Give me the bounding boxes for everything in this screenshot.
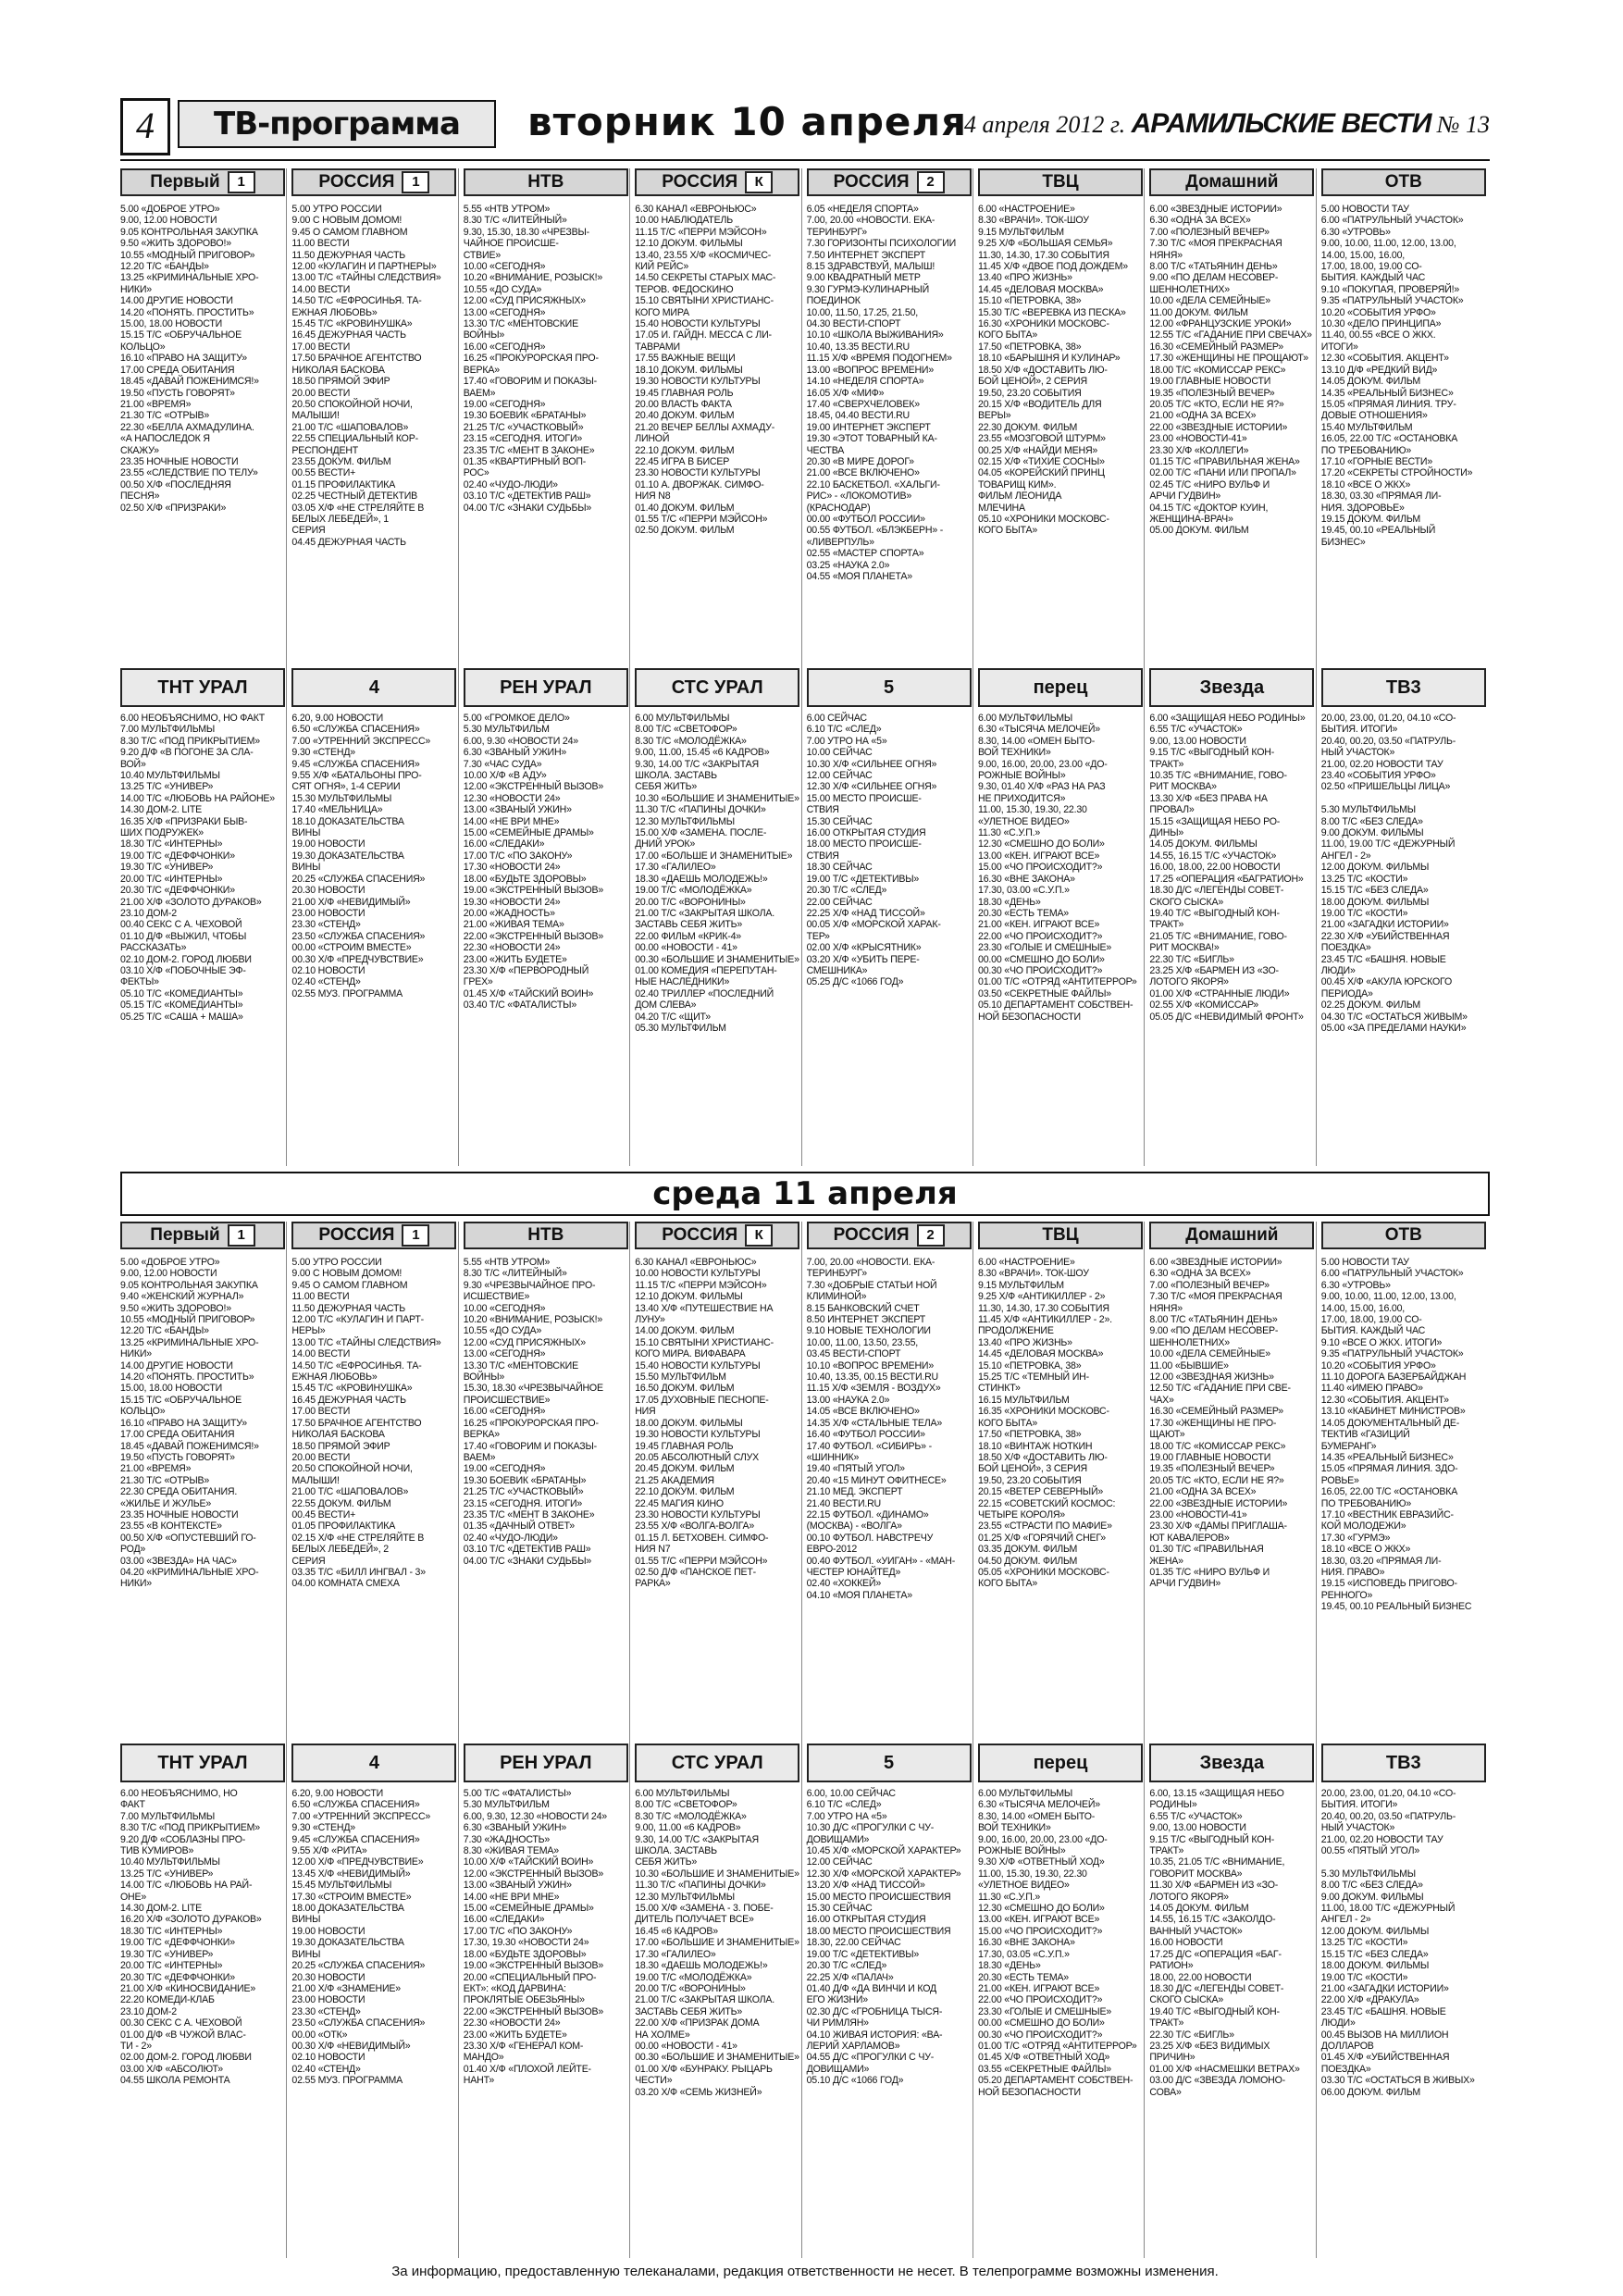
channel-name: НТВ [527,1225,564,1245]
channel-name: РОССИЯ [662,1225,738,1245]
channel-block [1149,1736,1314,2098]
channel-logo: СТС УРАЛ [635,668,799,707]
channel-logo: перец [978,1744,1143,1782]
channel-mark: К [745,1224,773,1247]
channel-logo: ТНТ УРАЛ [120,668,285,707]
day-heading: вторник 10 апреля [527,99,968,144]
channel-logo [807,168,972,196]
channel-column [291,1222,456,2258]
program-listing: 5.00 Т/С «ФАТАЛИСТЫ» 5.30 МУЛЬТФИЛЬМ 6.00, 9.30, 12.30 «НОВОСТИ 24» 6.30 «ЗВАНЫЙ УЖИН» 7.30 «ЖАДНОСТЬ» 8.30 «ЖИВАЯ ТЕМА» 10.00 Х/Ф «ТАЙСКИЙ ВОИН» 12.00 «ЭКСТРЕННЫЙ ВЫЗОВ» 13.00 «ЗВАНЫЙ УЖИН» 14.00 «НЕ ВРИ МНЕ» 15.00 «СЕМЕЙНЫЕ ДРАМЫ» 16.00 «СЛЕДАКИ» 17.00 Т/С «ПО ЗАКОНУ» 17.30, 19.30 «НОВОСТИ 24» 18.00 «БУДЬТЕ ЗДОРОВЫ» 19.00 «ЭКСТРЕННЫЙ ВЫЗОВ» 20.00 «СПЕЦИАЛЬНЫЙ ПРО- ЕКТ»: «КОД ДАРВИНА: ПРОКЛЯТЫЕ ОБЕЗЬЯНЫ» 22.00 «ЭКСТРЕННЫЙ ВЫЗОВ» 22.30 «НОВОСТИ 24» 23.00 «ЖИТЬ БУДЕТЕ» 23.30 Х/Ф «ГЕНЕРАЛ КОМ- МАНДО» 01.40 Х/Ф «ПЛОХОЙ ЛЕЙТЕ- НАНТ» [463,1788,607,2087]
channel-name: Первый [150,1225,220,1245]
channel-logo [978,168,1143,196]
channel-column [635,168,799,1166]
channel-logo [635,168,799,196]
channel-logo: РЕН УРАЛ [464,1744,628,1782]
day1-grid [120,168,1490,1166]
channel-column [1321,1222,1486,2258]
channel-logo: Звезда [1149,668,1314,707]
channel-block [464,1736,628,2087]
channel-name: ОТВ [1384,172,1422,192]
channel-column [1321,168,1486,1166]
program-listing: 6.30 КАНАЛ «ЕВРОНЬЮС» 10.00 НАБЛЮДАТЕЛЬ 11.15 Т/С «ПЕРРИ МЭЙСОН» 12.10 ДОКУМ. ФИЛЬМЫ 13.40, 23.55 Х/Ф «КОСМИЧЕС- КИЙ РЕЙС» 14.50 СЕКРЕТЫ СТАРЫХ МАС- ТЕРОВ. ФЕДОСКИНО 15.10 СВЯТЫНИ ХРИСТИАНС- КОГО МИРА 15.40 НОВОСТИ КУЛЬТУРЫ 17.05 И. ГАЙДН. МЕССА С ЛИ- ТАВРАМИ 17.55 ВАЖНЫЕ ВЕЩИ 18.10 ДОКУМ. ФИЛЬМЫ 19.30 НОВОСТИ КУЛЬТУРЫ 19.45 ГЛАВНАЯ РОЛЬ 20.00 ВЛАСТЬ ФАКТА 20.40 ДОКУМ. ФИЛЬМ 21.20 ВЕЧЕР БЕЛЛЫ АХМАДУ- ЛИНОЙ 22.10 ДОКУМ. ФИЛЬМ 22.45 ИГРА В БИСЕР 23.30 НОВОСТИ КУЛЬТУРЫ 01.10 А. ДВОРЖАК. СИМФО- НИЯ N8 01.40 ДОКУМ. ФИЛЬМ 01.55 Т/С «ПЕРРИ МЭЙСОН» 02.50 ДОКУМ. ФИЛЬМ [635,204,776,537]
program-listing: 6.20, 9.00 НОВОСТИ 6.50 «СЛУЖБА СПАСЕНИЯ» 7.00 «УТРЕННИЙ ЭКСПРЕСС» 9.30 «СТЕНД» 9.45 «СЛУЖБА СПАСЕНИЯ» 9.55 Х/Ф «РИТА» 12.00 Х/Ф «ПРЕДЧУВСТВИЕ» 13.45 Х/Ф «НЕВИДИМЫЙ» 15.45 МУЛЬТФИЛЬМЫ 17.30 «СТРОИМ ВМЕСТЕ» 18.00 ДОКАЗАТЕЛЬСТВА ВИНЫ 19.00 НОВОСТИ 19.30 ДОКАЗАТЕЛЬСТВА ВИНЫ 20.25 «СЛУЖБА СПАСЕНИЯ» 20.30 НОВОСТИ 21.00 Х/Ф «ЗНАМЕНИЕ» 23.00 НОВОСТИ 23.30 «СТЕНД» 23.50 «СЛУЖБА СПАСЕНИЯ» 00.00 «ОТК» 00.30 Х/Ф «НЕВИДИМЫЙ» 02.10 НОВОСТИ 02.40 «СТЕНД» 02.55 МУЗ. ПРОГРАММА [291,1788,431,2087]
program-listing: 6.00, 10.00 СЕЙЧАС 6.10 Т/С «СЛЕД» 7.00 УТРО НА «5» 10.30 Д/С «ПРОГУЛКИ С ЧУ- ДОВИЩАМИ» 10.45 Х/Ф «МОРСКОЙ ХАРАКТЕР» 12.00 СЕЙЧАС 12.30 Х/Ф «МОРСКОЙ ХАРАКТЕР» 13.20 Х/Ф «НАД ТИССОЙ» 15.00 МЕСТО ПРОИСШЕСТВИЯ 15.30 СЕЙЧАС 16.00 ОТКРЫТАЯ СТУДИЯ 18.00 МЕСТО ПРОИСШЕСТВИЯ 18.30, 22.00 СЕЙЧАС 19.00 Т/С «ДЕТЕКТИВЫ» 20.30 Т/С «СЛЕД» 22.25 Х/Ф «ПАЛАЧ» 01.40 Д/Ф «ДА ВИНЧИ И КОД ЕГО ЖИЗНИ» 02.30 Д/С «ГРОБНИЦА ТЫСЯ- ЧИ РИМЛЯН» 04.10 ЖИВАЯ ИСТОРИЯ: «ВА- ЛЕРИЙ ХАРЛАМОВ» 04.55 Д/С «ПРОГУЛКИ С ЧУ- ДОВИЩАМИ» 05.10 Д/С «1066 ГОД» [806,1788,961,2087]
channel-logo: 4 [291,1744,456,1782]
channel-block [120,661,285,1023]
channel-name: РОССИЯ [318,172,395,192]
program-listing: 5.00 «ГРОМКОЕ ДЕЛО» 5.30 МУЛЬТФИЛЬМ 6.00, 9.30 «НОВОСТИ 24» 6.30 «ЗВАНЫЙ УЖИН» 7.30 «ЧАС СУДА» 10.00 Х/Ф «В АДУ» 12.00 «ЭКСТРЕННЫЙ ВЫЗОВ» 12.30 «НОВОСТИ 24» 13.00 «ЗВАНЫЙ УЖИН» 14.00 «НЕ ВРИ МНЕ» 15.00 «СЕМЕЙНЫЕ ДРАМЫ» 16.00 «СЛЕДАКИ» 17.00 Т/С «ПО ЗАКОНУ» 17.30 «НОВОСТИ 24» 18.00 «БУДЬТЕ ЗДОРОВЫ» 19.00 «ЭКСТРЕННЫЙ ВЫЗОВ» 19.30 «НОВОСТИ 24» 20.00 «ЖАДНОСТЬ» 21.00 «ЖИВАЯ ТЕМА» 22.00 «ЭКСТРЕННЫЙ ВЫЗОВ» 22.30 «НОВОСТИ 24» 23.00 «ЖИТЬ БУДЕТЕ» 23.30 Х/Ф «ПЕРВОРОДНЫЙ ГРЕХ» 01.45 Х/Ф «ТАЙСКИЙ ВОИН» 03.40 Т/С «ФАТАЛИСТЫ» [463,713,604,1011]
channel-logo [291,168,456,196]
program-listing: 6.00 «ЗАЩИЩАЯ НЕБО РОДИНЫ» 6.55 Т/С «УЧАСТОК» 9.00, 13.00 НОВОСТИ 9.15 Т/С «ВЫГОДНЫЙ КОН- ТРАКТ» 10.35 Т/С «ВНИМАНИЕ, ГОВО- РИТ МОСКВА» 13.30 Х/Ф «БЕЗ ПРАВА НА ПРОВАЛ» 15.15 «ЗАЩИЩАЯ НЕБО РО- ДИНЫ» 14.05 ДОКУМ. ФИЛЬМЫ 14.55, 16.15 Т/С «УЧАСТОК» 16.00, 18.00, 22.00 НОВОСТИ 17.25 «ОПЕРАЦИЯ «БАГРАТИОН» 18.30 Д/С «ЛЕГЕНДЫ СОВЕТ- СКОГО СЫСКА» 19.40 Т/С «ВЫГОДНЫЙ КОН- ТРАКТ» 21.05 Т/С «ВНИМАНИЕ, ГОВО- РИТ МОСКВА!» 22.30 Т/С «БИГЛЬ» 23.25 Х/Ф «БАРМЕН ИЗ «ЗО- ЛОТОГО ЯКОРЯ» 01.00 Х/Ф «СТРАННЫЕ ЛЮДИ» 02.55 Х/Ф «КОМИССАР» 05.05 Д/С «НЕВИДИМЫЙ ФРОНТ» [1149,713,1306,1023]
program-listing: 20.00, 23.00, 01.20, 04.10 «СО- БЫТИЯ. ИТОГИ» 20.40, 00.20, 03.50 «ПАТРУЛЬ- НЫЙ УЧАСТОК» 21.00, 02.20 НОВОСТИ ТАУ 00.55 «ПЯТЫЙ УГОЛ» 5.30 МУЛЬТФИЛЬМЫ 8.00 Т/С «БЕЗ СЛЕДА» 9.00 ДОКУМ. ФИЛЬМЫ 11.00, 18.00 Т/С «ДЕЖУРНЫЙ АНГЕЛ - 2» 12.00 ДОКУМ. ФИЛЬМЫ 13.25 Т/С «КОСТИ» 15.15 Т/С «БЕЗ СЛЕДА» 18.00 ДОКУМ. ФИЛЬМЫ 19.00 Т/С «КОСТИ» 21.00 «ЗАГАДКИ ИСТОРИИ» 22.00 Х/Ф «ДРАКУЛА» 23.45 Т/С «БАШНЯ. НОВЫЕ ЛЮДИ» 00.45 ВЫЗОВ НА МИЛЛИОН ДОЛЛАРОВ 01.45 Х/Ф «УБИЙСТВЕННАЯ ПОЕЗДКА» 03.30 Т/С «ОСТАТЬСЯ В ЖИВЫХ» 06.00 ДОКУМ. ФИЛЬМ [1320,1788,1475,2098]
channel-block [1321,1736,1486,2098]
channel-block [120,1736,285,2087]
channel-mark: 1 [228,1224,255,1247]
channel-logo [978,1222,1143,1249]
channel-mark: 1 [402,171,429,193]
program-listing: 6.00 «НАСТРОЕНИЕ» 8.30 «ВРАЧИ». ТОК-ШОУ 9.15 МУЛЬТФИЛЬМ 9.25 Х/Ф «АНТИКИЛЛЕР - 2» 11.30, 14.30, 17.30 СОБЫТИЯ 11.45 Х/Ф «АНТИКИЛЛЕР - 2». ПРОДОЛЖЕНИЕ 13.40 «ПРО ЖИЗНЬ» 14.45 «ДЕЛОВАЯ МОСКВА» 15.10 «ПЕТРОВКА, 38» 15.25 Т/С «ТЕМНЫЙ ИН- СТИНКТ» 16.15 МУЛЬТФИЛЬМ 16.35 «ХРОНИКИ МОСКОВС- КОГО БЫТА» 17.50 «ПЕТРОВКА, 38» 18.10 «ВИНТАЖ НОТКИН 18.50 Х/Ф «ДОСТАВИТЬ ЛЮ- БОЙ ЦЕНОЙ», 3 СЕРИЯ 19.50, 23.20 СОБЫТИЯ 20.15 «ВЕТЕР СЕВЕРНЫЙ» 22.15 «СОВЕТСКИЙ КОСМОС: ЧЕТЫРЕ КОРОЛЯ» 23.55 «СТРАСТИ ПО МАФИЕ» 01.25 Х/Ф «ГОРЯЧИЙ СНЕГ» 03.35 ДОКУМ. ФИЛЬМ 04.50 ДОКУМ. ФИЛЬМ 05.05 «ХРОНИКИ МОСКОВС- КОГО БЫТА» [978,1257,1116,1590]
channel-name: ТВЦ [1042,1225,1079,1245]
channel-block [978,1736,1143,2098]
channel-mark: 2 [917,171,945,193]
channel-mark: К [745,171,773,193]
channel-block [464,661,628,1011]
program-listing: 6.05 «НЕДЕЛЯ СПОРТА» 7.00, 20.00 «НОВОСТИ. ЕКА- ТЕРИНБУРГ» 7.30 ГОРИЗОНТЫ ПСИХОЛОГИИ 7.50 ИНТЕРНЕТ ЭКСПЕРТ 8.15 ЗДРАВСТВУЙ, МАЛЫШ! 9.00 КВАДРАТНЫЙ МЕТР 9.30 ГУРМЭ-КУЛИНАРНЫЙ ПОЕДИНОК 10.00, 11.50, 17.25, 21.50, 04.30 ВЕСТИ-СПОРТ 10.10 «ШКОЛА ВЫЖИВАНИЯ» 10.40, 13.35 ВЕСТИ.RU 11.15 Х/Ф «ВРЕМЯ ПОДОГНЕМ» 13.00 «ВОПРОС ВРЕМЕНИ» 14.10 «НЕДЕЛЯ СПОРТА» 16.05 Х/Ф «МИФ» 17.40 «СВЕРХЧЕЛОВЕК» 18.45, 04.40 ВЕСТИ.RU 19.00 ИНТЕРНЕТ ЭКСПЕРТ 19.30 «ЭТОТ ТОВАРНЫЙ КА- ЧЕСТВА 20.30 «В МИРЕ ДОРОГ» 21.00 «ВСЕ ВКЛЮЧЕНО» 22.10 БАСКЕТБОЛ. «ХАЛЬГИ- РИС» - «ЛОКОМОТИВ» (КРАСНОДАР) 00.00 «ФУТБОЛ РОССИИ» 00.55 ФУТБОЛ. «БЛЭКБЕРН» - «ЛИВЕРПУЛЬ» 02.55 «МАСТЕР СПОРТА» 03.25 «НАУКА 2.0» 04.55 «МОЯ ПЛАНЕТА» [806,204,957,582]
channel-block [978,661,1143,1023]
program-listing: 6.00 «ЗВЕЗДНЫЕ ИСТОРИИ» 6.30 «ОДНА ЗА ВСЕХ» 7.00 «ПОЛЕЗНЫЙ ВЕЧЕР» 7.30 Т/С «МОЯ ПРЕКРАСНАЯ НЯНЯ» 8.00 Т/С «ТАТЬЯНИН ДЕНЬ» 9.00 «ПО ДЕЛАМ НЕСОВЕР- ШЕННОЛЕТНИХ» 10.00 «ДЕЛА СЕМЕЙНЫЕ» 11.00 ДОКУМ. ФИЛЬМ 12.00 «ФРАНЦУЗСКИЕ УРОКИ» 12.55 Т/С «ГАДАНИЕ ПРИ СВЕЧАХ» 16.30 «СЕМЕЙНЫЙ РАЗМЕР» 17.30 «ЖЕНЩИНЫ НЕ ПРОЩАЮТ» 18.00 Т/С «КОМИССАР РЕКС» 19.00 ГЛАВНЫЕ НОВОСТИ 19.35 «ПОЛЕЗНЫЙ ВЕЧЕР» 20.05 Т/С «КТО, ЕСЛИ НЕ Я?» 21.00 «ОДНА ЗА ВСЕХ» 22.00 «ЗВЕЗДНЫЕ ИСТОРИИ» 23.00 «НОВОСТИ-41» 23.30 Х/Ф «КОЛЛЕГИ» 01.15 Т/С «ПРАВИЛЬНАЯ ЖЕНА» 02.00 Т/С «ПАНИ ИЛИ ПРОПАЛ» 02.45 Т/С «НИРО ВУЛЬФ И АРЧИ ГУДВИН» 04.15 Т/С «ДОКТОР КУИН, ЖЕНЩИНА-ВРАЧ» 05.00 ДОКУМ. ФИЛЬМ [1149,204,1312,537]
program-listing: 6.00, 13.15 «ЗАЩИЩАЯ НЕБО РОДИНЫ» 6.55 Т/С «УЧАСТОК» 9.00, 13.00 НОВОСТИ 9.15 Т/С «ВЫГОДНЫЙ КОН- ТРАКТ» 10.35, 21.05 Т/С «ВНИМАНИЕ, ГОВОРИТ МОСКВА» 11.30 Х/Ф «БАРМЕН ИЗ «ЗО- ЛОТОГО ЯКОРЯ» 14.05 ДОКУМ. ФИЛЬМ 14.55, 16.15 Т/С «ЗАКОЛДО- ВАННЫЙ УЧАСТОК» 16.00 НОВОСТИ 17.25 Д/С «ОПЕРАЦИЯ «БАГ- РАТИОН» 18.00, 22.00 НОВОСТИ 18.30 Д/С «ЛЕГЕНДЫ СОВЕТ- СКОГО СЫСКА» 19.40 Т/С «ВЫГОДНЫЙ КОН- ТРАКТ» 22.30 Т/С «БИГЛЬ» 23.25 Х/Ф «БЕЗ ВИДИМЫХ ПРИЧИН» 01.00 Х/Ф «НАСМЕШКИ ВЕТРАХ» 03.00 Д/С «ЗВЕЗДА ЛОМОНО- СОВА» [1149,1788,1300,2098]
issue-info [964,104,1490,145]
channel-name: ТВЦ [1042,172,1079,192]
program-listing: 20.00, 23.00, 01.20, 04.10 «СО- БЫТИЯ. ИТОГИ» 20.40, 00.20, 03.50 «ПАТРУЛЬ- НЫЙ УЧАСТОК» 21.00, 02.20 НОВОСТИ ТАУ 23.40 «СОБЫТИЯ УРФО» 02.50 «ПРИШЕЛЬЦЫ ЛИЦА» 5.30 МУЛЬТФИЛЬМЫ 8.00 Т/С «БЕЗ СЛЕДА» 9.00 ДОКУМ. ФИЛЬМЫ 11.00, 19.00 Т/С «ДЕЖУРНЫЙ АНГЕЛ - 2» 12.00 ДОКУМ. ФИЛЬМЫ 13.25 Т/С «КОСТИ» 15.15 Т/С «БЕЗ СЛЕДА» 18.00 ДОКУМ. ФИЛЬМЫ 19.00 Т/С «КОСТИ» 21.00 «ЗАГАДКИ ИСТОРИИ» 22.30 Х/Ф «УБИЙСТВЕННАЯ ПОЕЗДКА» 23.45 Т/С «БАШНЯ. НОВЫЕ ЛЮДИ» 00.45 Х/Ф «АКУЛА ЮРСКОГО ПЕРИОДА» 02.25 ДОКУМ. ФИЛЬМ 04.30 Т/С «ОСТАТЬСЯ ЖИВЫМ» 05.00 «ЗА ПРЕДЕЛАМИ НАУКИ» [1320,713,1468,1034]
channel-block [1149,661,1314,1023]
issue-number: № 13 [1436,111,1490,138]
channel-logo: ТНТ УРАЛ [120,1744,285,1782]
channel-name: РОССИЯ [662,172,738,192]
channel-mark: 1 [402,1224,429,1247]
program-listing: 5.55 «НТВ УТРОМ» 8.30 Т/С «ЛИТЕЙНЫЙ» 9.30, 15.30, 18.30 «ЧРЕЗВЫ- ЧАЙНОЕ ПРОИСШЕ- СТВИЕ» 10.00 «СЕГОДНЯ» 10.20 «ВНИМАНИЕ, РОЗЫСК!» 10.55 «ДО СУДА» 12.00 «СУД ПРИСЯЖНЫХ» 13.00 «СЕГОДНЯ» 13.30 Т/С «МЕНТОВСКИЕ ВОЙНЫ» 16.00 «СЕГОДНЯ» 16.25 «ПРОКУРОРСКАЯ ПРО- ВЕРКА» 17.40 «ГОВОРИМ И ПОКАЗЫ- ВАЕМ» 19.00 «СЕГОДНЯ» 19.30 БОЕВИК «БРАТАНЫ» 21.25 Т/С «УЧАСТКОВЫЙ» 23.15 «СЕГОДНЯ. ИТОГИ» 23.35 Т/С «МЕНТ В ЗАКОНЕ» 01.35 «КВАРТИРНЫЙ ВОП- РОС» 02.40 «ЧУДО-ЛЮДИ» 03.10 Т/С «ДЕТЕКТИВ РАШ» 04.00 Т/С «ЗНАКИ СУДЬБЫ» [463,204,603,514]
channel-column [1149,168,1314,1166]
channel-name: Домашний [1185,172,1279,192]
channel-logo [635,1222,799,1249]
channel-block [635,661,799,1034]
channel-block [1321,661,1486,1034]
channel-block [291,661,456,999]
issue-date: 4 апреля 2012 г. [964,111,1126,138]
channel-mark: 2 [917,1224,945,1247]
channel-logo [464,168,628,196]
program-listing: 6.00 МУЛЬТФИЛЬМЫ 6.30 «ТЫСЯЧА МЕЛОЧЕЙ» 8.30, 14.00 «ОМЕН БЫТО- ВОЙ ТЕХНИКИ» 9.00, 16.00, 20.00, 23.00 «ДО- РОЖНЫЕ ВОЙНЫ» 9.30, 01.40 Х/Ф «РАЗ НА РАЗ НЕ ПРИХОДИТСЯ» 11.00, 15.30, 19.30, 22.30 «УЛЕТНОЕ ВИДЕО» 11.30 «С.У.П.» 12.30 «СМЕШНО ДО БОЛИ» 13.00 «КЕН. ИГРАЮТ ВСЕ» 15.00 «ЧО ПРОИСХОДИТ?» 16.30 «ВНЕ ЗАКОНА» 17.30, 03.00 «С.У.П.» 18.30 «ДЕНЬ» 20.30 «ЕСТЬ ТЕМА» 21.00 «КЕН. ИГРАЮТ ВСЕ» 22.00 «ЧО ПРОИСХОДИТ?» 23.30 «ГОЛЫЕ И СМЕШНЫЕ» 00.00 «СМЕШНО ДО БОЛИ» 00.30 «ЧО ПРОИСХОДИТ?» 01.00 Т/С «ОТРЯД «АНТИТЕРРОР» 03.50 «СЕКРЕТНЫЕ ФАЙЛЫ» 05.10 ДЕПАРТАМЕНТ СОБСТВЕН- НОЙ БЕЗОПАСНОСТИ [978,713,1137,1023]
channel-block [807,661,972,988]
channel-column [978,1222,1143,2258]
program-listing: 6.00 НЕОБЪЯСНИМО, НО ФАКТ 7.00 МУЛЬТФИЛЬМЫ 8.30 Т/С «ПОД ПРИКРЫТИЕМ» 9.20 Д/Ф «СОБЛАЗНЫ ПРО- ТИВ КУМИРОВ» 10.40 МУЛЬТФИЛЬМЫ 13.25 Т/С «УНИВЕР» 14.00 Т/С «ЛЮБОВЬ НА РАЙ- ОНЕ» 14.30 ДОМ-2. LITE 16.20 Х/Ф «ЗОЛОТО ДУРАКОВ» 18.30 Т/С «ИНТЕРНЫ» 19.00 Т/С «ДЕФФЧОНКИ» 19.30 Т/С «УНИВЕР» 20.00 Т/С «ИНТЕРНЫ» 20.30 Т/С «ДЕФФЧОНКИ» 21.00 Х/Ф «КИНОСВИДАНИЕ» 22.20 КОМЕДИ-КЛАБ 23.10 ДОМ-2 00.30 СЕКС С А. ЧЕХОВОЙ 01.00 Д/Ф «В ЧУЖОЙ ВЛАС- ТИ - 2» 02.00 ДОМ-2. ГОРОД ЛЮБВИ 03.00 Х/Ф «АБСОЛЮТ» 04.55 ШКОЛА РЕМОНТА [120,1788,262,2087]
program-listing: 6.00 «ЗВЕЗДНЫЕ ИСТОРИИ» 6.30 «ОДНА ЗА ВСЕХ» 7.00 «ПОЛЕЗНЫЙ ВЕЧЕР» 7.30 Т/С «МОЯ ПРЕКРАСНАЯ НЯНЯ» 8.00 Т/С «ТАТЬЯНИН ДЕНЬ» 9.00 «ПО ДЕЛАМ НЕСОВЕР- ШЕННОЛЕТНИХ» 10.00 «ДЕЛА СЕМЕЙНЫЕ» 11.00 «БЫВШИЕ» 12.00 «ЗВЕЗДНАЯ ЖИЗНЬ» 12.50 Т/С «ГАДАНИЕ ПРИ СВЕ- ЧАХ» 16.30 «СЕМЕЙНЫЙ РАЗМЕР» 17.30 «ЖЕНЩИНЫ НЕ ПРО- ЩАЮТ» 18.00 Т/С «КОМИССАР РЕКС» 19.00 ГЛАВНЫЕ НОВОСТИ 19.35 «ПОЛЕЗНЫЙ ВЕЧЕР» 20.05 Т/С «КТО, ЕСЛИ НЕ Я?» 21.00 «ОДНА ЗА ВСЕХ» 22.00 «ЗВЕЗДНЫЕ ИСТОРИИ» 23.00 «НОВОСТИ-41» 23.30 Х/Ф «ДАМЫ ПРИГЛАША- ЮТ КАВАЛЕРОВ» 01.30 Т/С «ПРАВИЛЬНАЯ ЖЕНА» 01.35 Т/С «НИРО ВУЛЬФ И АРЧИ ГУДВИН» [1149,1257,1291,1590]
channel-mark: 1 [228,171,255,193]
day2-grid [120,1222,1490,2258]
program-listing: 6.00 «НАСТРОЕНИЕ» 8.30 «ВРАЧИ». ТОК-ШОУ 9.15 МУЛЬТФИЛЬМ 9.25 Х/Ф «БОЛЬШАЯ СЕМЬЯ» 11.30, 14.30, 17.30 СОБЫТИЯ 11.45 Х/Ф «ДВОЕ ПОД ДОЖДЕМ» 13.40 «ПРО ЖИЗНЬ» 14.45 «ДЕЛОВАЯ МОСКВА» 15.10 «ПЕТРОВКА, 38» 15.30 Т/С «ВЕРЕВКА ИЗ ПЕСКА» 16.30 «ХРОНИКИ МОСКОВС- КОГО БЫТА» 17.50 «ПЕТРОВКА, 38» 18.10 «БАРЫШНЯ И КУЛИНАР» 18.50 Х/Ф «ДОСТАВИТЬ ЛЮ- БОЙ ЦЕНОЙ», 2 СЕРИЯ 19.50, 23.20 СОБЫТИЯ 20.15 Х/Ф «ВОДИТЕЛЬ ДЛЯ ВЕРЫ» 22.30 ДОКУМ. ФИЛЬМ 23.55 «МОЗГОВОЙ ШТУРМ» 00.25 Х/Ф «НАЙДИ МЕНЯ» 02.15 Х/Ф «ТИХИЕ СОСНЫ» 04.05 «КОРЕЙСКИЙ ПРИНЦ ТОВАРИЩ КИМ». ФИЛЬМ ЛЕОНИДА МЛЕЧИНА 05.10 «ХРОНИКИ МОСКОВС- КОГО БЫТА» [978,204,1128,537]
channel-name: РОССИЯ [833,1225,910,1245]
channel-logo: ТВ3 [1321,1744,1486,1782]
program-listing: 6.00 СЕЙЧАС 6.10 Т/С «СЛЕД» 7.00 УТРО НА «5» 10.00 СЕЙЧАС 10.30 Х/Ф «СИЛЬНЕЕ ОГНЯ» 12.00 СЕЙЧАС 12.30 Х/Ф «СИЛЬНЕЕ ОГНЯ» 15.00 МЕСТО ПРОИСШЕ- СТВИЯ 15.30 СЕЙЧАС 16.00 ОТКРЫТАЯ СТУДИЯ 18.00 МЕСТО ПРОИСШЕ- СТВИЯ 18.30 СЕЙЧАС 19.00 Т/С «ДЕТЕКТИВЫ» 20.30 Т/С «СЛЕД» 22.00 СЕЙЧАС 22.25 Х/Ф «НАД ТИССОЙ» 00.05 Х/Ф «МОРСКОЙ ХАРАК- ТЕР» 02.00 Х/Ф «КРЫСЯТНИК» 03.20 Х/Ф «УБИТЬ ПЕРЕ- СМЕШНИКА» 05.25 Д/С «1066 ГОД» [806,713,941,988]
channel-logo [1149,168,1314,196]
program-listing: 7.00, 20.00 «НОВОСТИ. ЕКА- ТЕРИНБУРГ» 7.30 «ДОБРЫЕ СТАТЬИ НОЙ КЛИМИНОЙ» 8.15 БАНКОВСКИЙ СЧЕТ 8.50 ИНТЕРНЕТ ЭКСПЕРТ 9.10 НОВЫЕ ТЕХНОЛОГИИ 10.00, 11.00, 13.50, 23.55, 03.45 ВЕСТИ-СПОРТ 10.10 «ВОПРОС ВРЕМЕНИ» 10.40, 13.35, 00.15 ВЕСТИ.RU 11.15 Х/Ф «ЗЕМЛЯ - ВОЗДУХ» 13.00 «НАУКА 2.0» 14.05 «ВСЕ ВКЛЮЧЕНО» 14.35 Х/Ф «СТАЛЬНЫЕ ТЕЛА» 16.40 «ФУТБОЛ РОССИИ» 17.40 ФУТБОЛ. «СИБИРЬ» - «ШИННИК» 19.40 «ПЯТЫЙ УГОЛ» 20.40 «15 МИНУТ ОФИТНЕСЕ» 21.10 МЕД. ЭКСПЕРТ 21.40 ВЕСТИ.RU 22.15 ФУТБОЛ. «ДИНАМО» (МОСКВА) - «ВОЛГА» 00.10 ФУТБОЛ. НАВСТРЕЧУ ЕВРО-2012 00.40 ФУТБОЛ. «УИГАН» - «МАН- ЧЕСТЕР ЮНАЙТЕД» 02.40 «ХОККЕЙ» 04.10 «МОЯ ПЛАНЕТА» [806,1257,956,1601]
program-listing: 6.30 КАНАЛ «ЕВРОНЬЮС» 10.00 НОВОСТИ КУЛЬТУРЫ 11.15 Т/С «ПЕРРИ МЭЙСОН» 12.10 ДОКУМ. ФИЛЬМЫ 13.40 Х/Ф «ПУТЕШЕСТВИЕ НА ЛУНУ» 14.00 ДОКУМ. ФИЛЬМ 15.10 СВЯТЫНИ ХРИСТИАНС- КОГО МИРА. ВИФАВАРА 15.40 НОВОСТИ КУЛЬТУРЫ 15.50 МУЛЬТФИЛЬМ 16.50 ДОКУМ. ФИЛЬМ 17.05 ДУХОВНЫЕ ПЕСНОПЕ- НИЯ 18.00 ДОКУМ. ФИЛЬМЫ 19.30 НОВОСТИ КУЛЬТУРЫ 19.45 ГЛАВНАЯ РОЛЬ 20.05 АБСОЛЮТНЫЙ СЛУХ 20.45 ДОКУМ. ФИЛЬМ 21.25 АКАДЕМИЯ 22.10 ДОКУМ. ФИЛЬМ 22.45 МАГИЯ КИНО 23.30 НОВОСТИ КУЛЬТУРЫ 23.55 Х/Ф «ВОЛГА-ВОЛГА» 01.15 Л. БЕТХОВЕН. СИМФО- НИЯ N7 01.55 Т/С «ПЕРРИ МЭЙСОН» 02.50 Д/Ф «ПАНСКОЕ ПЕТ- РАРКА» [635,1257,774,1590]
program-listing: 5.00 УТРО РОССИИ 9.00 С НОВЫМ ДОМОМ! 9.45 О САМОМ ГЛАВНОМ 11.00 ВЕСТИ 11.50 ДЕЖУРНАЯ ЧАСТЬ 12.00 «КУЛАГИН И ПАРТНЕРЫ» 13.00 Т/С «ТАЙНЫ СЛЕДСТВИЯ» 14.00 ВЕСТИ 14.50 Т/С «ЕФРОСИНЬЯ. ТА- ЕЖНАЯ ЛЮБОВЬ» 15.45 Т/С «КРОВИНУШКА» 16.45 ДЕЖУРНАЯ ЧАСТЬ 17.00 ВЕСТИ 17.50 БРАЧНОЕ АГЕНТСТВО НИКОЛАЯ БАСКОВА 18.50 ПРЯМОЙ ЭФИР 20.00 ВЕСТИ 20.50 СПОКОЙНОЙ НОЧИ, МАЛЫШИ! 21.00 Т/С «ШАПОВАЛОВ» 22.55 СПЕЦИАЛЬНЫЙ КОР- РЕСПОНДЕНТ 23.55 ДОКУМ. ФИЛЬМ 00.55 ВЕСТИ+ 01.15 ПРОФИЛАКТИКА 02.25 ЧЕСТНЫЙ ДЕТЕКТИВ 03.05 Х/Ф «НЕ СТРЕЛЯЙТЕ В БЕЛЫХ ЛЕБЕДЕЙ», 1 СЕРИЯ 04.45 ДЕЖУРНАЯ ЧАСТЬ [291,204,441,548]
day2-heading: среда 11 апреля [120,1172,1490,1216]
channel-logo: 4 [291,668,456,707]
channel-column [120,1222,285,2258]
channel-column [464,1222,628,2258]
newspaper-name: АРАМИЛЬСКИЕ ВЕСТИ [1131,108,1431,139]
channel-logo [120,1222,285,1249]
footer-note: За информацию, предоставленную телеканалами, редакция ответственности не несет. В телепрограмме возможны изменения. [391,2264,1219,2279]
program-listing: 5.00 «ДОБРОЕ УТРО» 9.00, 12.00 НОВОСТИ 9.05 КОНТРОЛЬНАЯ ЗАКУПКА 9.40 «ЖЕНСКИЙ ЖУРНАЛ» 9.50 «ЖИТЬ ЗДОРОВО!» 10.55 «МОДНЫЙ ПРИГОВОР» 12.20 Т/С «БАНДЫ» 13.25 «КРИМИНАЛЬНЫЕ ХРО- НИКИ» 14.00 ДРУГИЕ НОВОСТИ 14.20 «ПОНЯТЬ. ПРОСТИТЬ» 15.00, 18.00 НОВОСТИ 15.15 Т/С «ОБРУЧАЛЬНОЕ КОЛЬЦО» 16.10 «ПРАВО НА ЗАЩИТУ» 17.00 СРЕДА ОБИТАНИЯ 18.45 «ДАВАЙ ПОЖЕНИМСЯ!» 19.50 «ПУСТЬ ГОВОРЯТ» 21.00 «ВРЕМЯ» 21.30 Т/С «ОТРЫВ» 22.30 СРЕДА ОБИТАНИЯ. «ЖИЛЬЕ И ЖУЛЬЕ» 23.35 НОЧНЫЕ НОВОСТИ 23.55 «В КОНТЕКСТЕ» 00.50 Х/Ф «ОПУСТЕВШИЙ ГО- РОД» 03.00 «ЗВЕЗДА» НА ЧАС» 04.20 «КРИМИНАЛЬНЫЕ ХРО- НИКИ» [120,1257,259,1590]
channel-name: РОССИЯ [833,172,910,192]
rubric-title: ТВ-программа [178,100,496,148]
page-number: 4 [120,98,170,155]
channel-column [291,168,456,1166]
channel-logo: СТС УРАЛ [635,1744,799,1782]
channel-logo [291,1222,456,1249]
channel-logo [120,168,285,196]
channel-block [635,1736,799,2098]
channel-column [1149,1222,1314,2258]
channel-name: ОТВ [1384,1225,1422,1245]
channel-logo: перец [978,668,1143,707]
channel-logo [464,1222,628,1249]
channel-logo [807,1222,972,1249]
channel-logo: 5 [807,1744,972,1782]
channel-name: Домашний [1185,1225,1279,1245]
channel-name: РОССИЯ [318,1225,395,1245]
channel-logo: ТВ3 [1321,668,1486,707]
program-listing: 5.00 НОВОСТИ ТАУ 6.00 «ПАТРУЛЬНЫЙ УЧАСТОК» 6.30 «УТРОВЬ» 9.00, 10.00, 11.00, 12.00, 13.00, 14.00, 15.00, 16.00, 17.00, 18.00, 19.00 СО- БЫТИЯ. КАЖДЫЙ ЧАС 9.10 «ВСЕ О ЖКХ. ИТОГИ» 9.35 «ПАТРУЛЬНЫЙ УЧАСТОК» 10.20 «СОБЫТИЯ УРФО» 11.10 ДОРОГА БАЗЕРБАЙДЖАН 11.40 «ИМЕЮ ПРАВО» 12.30 «СОБЫТИЯ. АКЦЕНТ» 13.10 «КАБИНЕТ МИНИСТРОВ» 14.05 ДОКУМЕНТАЛЬНЫЙ ДЕ- ТЕКТИВ «ГАЗИЦИЙ БУМЕРАНГ» 14.35 «РЕАЛЬНЫЙ БИЗНЕС» 15.05 «ПРЯМАЯ ЛИНИЯ. ЗДО- РОВЬЕ» 16.05, 22.00 Т/С «ОСТАНОВКА ПО ТРЕБОВАНИЮ» 17.10 «ВЕСТНИК ЕВРАЗИЙС- КОЙ МОЛОДЕЖИ» 17.30 «ГУРМЭ» 18.10 «ВСЕ О ЖКХ» 18.30, 03.20 «ПРЯМАЯ ЛИ- НИЯ. ПРАВО» 19.15 «ИСПОВЕДЬ ПРИГОВО- РЕННОГО» 19.45, 00.10 РЕАЛЬНЫЙ БИЗНЕС [1320,1257,1472,1613]
channel-logo: Звезда [1149,1744,1314,1782]
program-listing: 6.00 МУЛЬТФИЛЬМЫ 8.00 Т/С «СВЕТОФОР» 8.30 Т/С «МОЛОДЁЖКА» 9.00, 11.00 «6 КАДРОВ» 9.30, 14.00 Т/С «ЗАКРЫТАЯ ШКОЛА. ЗАСТАВЬ СЕБЯ ЖИТЬ» 10.30 «БОЛЬШИЕ И ЗНАМЕНИТЫЕ» 11.30 Т/С «ПАПИНЫ ДОЧКИ» 12.30 МУЛЬТФИЛЬМЫ 15.00 Х/Ф «ЗАМЕНА - 3. ПОБЕ- ДИТЕЛЬ ПОЛУЧАЕТ ВСЕ» 16.45 «6 КАДРОВ» 17.00 «БОЛЬШИЕ И ЗНАМЕНИТЫЕ» 17.30 «ГАЛИЛЕО» 18.30 «ДАЕШЬ МОЛОДЕЖЬ!» 19.00 Т/С «МОЛОДЁЖКА» 20.00 Т/С «ВОРОНИНЫ» 21.00 Т/С «ЗАКРЫТАЯ ШКОЛА. ЗАСТАВЬ СЕБЯ ЖИТЬ» 22.00 Х/Ф «ПРИЗРАК ДОМА НА ХОЛМЕ» 00.00 «НОВОСТИ - 41» 00.30 «БОЛЬШИЕ И ЗНАМЕНИТЫЕ» 01.00 Х/Ф «БУНРАКУ. РЫЦАРЬ ЧЕСТИ» 03.20 Х/Ф «СЕМЬ ЖИЗНЕЙ» [635,1788,799,2098]
program-listing: 6.00 НЕОБЪЯСНИМО, НО ФАКТ 7.00 МУЛЬТФИЛЬМЫ 8.30 Т/С «ПОД ПРИКРЫТИЕМ» 9.20 Д/Ф «В ПОГОНЕ ЗА СЛА- ВОЙ» 10.40 МУЛЬТФИЛЬМЫ 13.25 Т/С «УНИВЕР» 14.00 Т/С «ЛЮБОВЬ НА РАЙОНЕ» 14.30 ДОМ-2. LITE 16.35 Х/Ф «ПРИЗРАКИ БЫВ- ШИХ ПОДРУЖЕК» 18.30 Т/С «ИНТЕРНЫ» 19.00 Т/С «ДЕФФЧОНКИ» 19.30 Т/С «УНИВЕР» 20.00 Т/С «ИНТЕРНЫ» 20.30 Т/С «ДЕФФЧОНКИ» 21.00 Х/Ф «ЗОЛОТО ДУРАКОВ» 23.10 ДОМ-2 00.40 СЕКС С А. ЧЕХОВОЙ 01.10 Д/Ф «ВЫЖИЛ, ЧТОБЫ РАССКАЗАТЬ» 02.10 ДОМ-2. ГОРОД ЛЮБВИ 03.10 Х/Ф «ПОБОЧНЫЕ ЭФ- ФЕКТЫ» 05.10 Т/С «КОМЕДИАНТЫ» 05.15 Т/С «КОМЕДИАНТЫ» 05.25 Т/С «САША + МАША» [120,713,275,1023]
channel-name: НТВ [527,172,564,192]
program-listing: 5.00 УТРО РОССИИ 9.00 С НОВЫМ ДОМОМ! 9.45 О САМОМ ГЛАВНОМ 11.00 ВЕСТИ 11.50 ДЕЖУРНАЯ ЧАСТЬ 12.00 Т/С «КУЛАГИН И ПАРТ- НЕРЫ» 13.00 Т/С «ТАЙНЫ СЛЕДСТВИЯ» 14.00 ВЕСТИ 14.50 Т/С «ЕФРОСИНЬЯ. ТА- ЕЖНАЯ ЛЮБОВЬ» 15.45 Т/С «КРОВИНУШКА» 16.45 ДЕЖУРНАЯ ЧАСТЬ 17.00 ВЕСТИ 17.50 БРАЧНОЕ АГЕНТСТВО НИКОЛАЯ БАСКОВА 18.50 ПРЯМОЙ ЭФИР 20.00 ВЕСТИ 20.50 СПОКОЙНОЙ НОЧИ, МАЛЫШИ! 21.00 Т/С «ШАПОВАЛОВ» 22.55 ДОКУМ. ФИЛЬМ 00.45 ВЕСТИ+ 01.05 ПРОФИЛАКТИКА 02.15 Х/Ф «НЕ СТРЕЛЯЙТЕ В БЕЛЫХ ЛЕБЕДЕЙ», 2 СЕРИЯ 03.35 Т/С «БИЛЛ ИНГВАЛ - 3» 04.00 КОМНАТА СМЕХА [291,1257,441,1590]
program-listing: 5.55 «НТВ УТРОМ» 8.30 Т/С «ЛИТЕЙНЫЙ» 9.30 «ЧРЕЗВЫЧАЙНОЕ ПРО- ИСШЕСТВИЕ» 10.00 «СЕГОДНЯ» 10.20 «ВНИМАНИЕ, РОЗЫСК!» 10.55 «ДО СУДА» 12.00 «СУД ПРИСЯЖНЫХ» 13.00 «СЕГОДНЯ» 13.30 Т/С «МЕНТОВСКИЕ ВОЙНЫ» 15.30, 18.30 «ЧРЕЗВЫЧАЙНОЕ ПРОИСШЕСТВИЕ» 16.00 «СЕГОДНЯ» 16.25 «ПРОКУРОРСКАЯ ПРО- ВЕРКА» 17.40 «ГОВОРИМ И ПОКАЗЫ- ВАЕМ» 19.00 «СЕГОДНЯ» 19.30 БОЕВИК «БРАТАНЫ» 21.25 Т/С «УЧАСТКОВЫЙ» 23.15 «СЕГОДНЯ. ИТОГИ» 23.35 Т/С «МЕНТ В ЗАКОНЕ» 01.35 «ДАЧНЫЙ ОТВЕТ» 02.40 «ЧУДО-ЛЮДИ» 03.10 Т/С «ДЕТЕКТИВ РАШ» 04.00 Т/С «ЗНАКИ СУДЬБЫ» [463,1257,603,1567]
channel-name: Первый [150,172,220,192]
program-listing: 6.00 МУЛЬТФИЛЬМЫ 8.00 Т/С «СВЕТОФОР» 8.30 Т/С «МОЛОДЁЖКА» 9.00, 11.00, 15.45 «6 КАДРОВ» 9.30, 14.00 Т/С «ЗАКРЫТАЯ ШКОЛА. ЗАСТАВЬ СЕБЯ ЖИТЬ» 10.30 «БОЛЬШИЕ И ЗНАМЕНИТЫЕ» 11.30 Т/С «ПАПИНЫ ДОЧКИ» 12.30 МУЛЬТФИЛЬМЫ 15.00 Х/Ф «ЗАМЕНА. ПОСЛЕ- ДНИЙ УРОК» 17.00 «БОЛЬШЕ И ЗНАМЕНИТЫЕ» 17.30 «ГАЛИЛЕО» 18.30 «ДАЕШЬ МОЛОДЕЖЬ!» 19.00 Т/С «МОЛОДЁЖКА» 20.00 Т/С «ВОРОНИНЫ» 21.00 Т/С «ЗАКРЫТАЯ ШКОЛА. ЗАСТАВЬ СЕБЯ ЖИТЬ» 22.00 ФИЛЬМ «КРИК-4» 00.00 «НОВОСТИ - 41» 00.30 «БОЛЬШИЕ И ЗНАМЕНИТЫЕ» 01.00 КОМЕДИЯ «ПЕРЕПУТАН- НЫЕ НАСЛЕДНИКИ» 02.40 ТРИЛЛЕР «ПОСЛЕДНИЙ ДОМ СЛЕВА» 04.20 Т/С «ЩИТ» 05.30 МУЛЬТФИЛЬМ [635,713,799,1034]
page-header [120,93,1490,157]
channel-column [807,1222,972,2258]
header-rule [120,159,1490,161]
program-listing: 6.00 МУЛЬТФИЛЬМЫ 6.30 «ТЫСЯЧА МЕЛОЧЕЙ» 8.30, 14.00 «ОМЕН БЫТО- ВОЙ ТЕХНИКИ» 9.00, 16.00, 20.00, 23.00 «ДО- РОЖНЫЕ ВОЙНЫ» 9.30 Х/Ф «ОТВЕТНЫЙ ХОД» 11.00, 15.30, 19.30, 22.30 «УЛЕТНОЕ ВИДЕО» 11.30 «С.У.П.» 12.30 «СМЕШНО ДО БОЛИ» 13.00 «КЕН. ИГРАЮТ ВСЕ» 15.00 «ЧО ПРОИСХОДИТ?» 16.30 «ВНЕ ЗАКОНА» 17.30, 03.05 «С.У.П.» 18.30 «ДЕНЬ» 20.30 «ЕСТЬ ТЕМА» 21.00 «КЕН. ИГРАЮТ ВСЕ» 22.00 «ЧО ПРОИСХОДИТ?» 23.30 «ГОЛЫЕ И СМЕШНЫЕ» 00.00 «СМЕШНО ДО БОЛИ» 00.30 «ЧО ПРОИСХОДИТ?» 01.00 Т/С «ОТРЯД «АНТИТЕРРОР» 01.45 Х/Ф «ОТВЕТНЫЙ ХОД» 03.55 «СЕКРЕТНЫЕ ФАЙЛЫ» 05.20 ДЕПАРТАМЕНТ СОБСТВЕН- НОЙ БЕЗОПАСНОСТИ [978,1788,1137,2098]
channel-column [464,168,628,1166]
program-listing: 6.20, 9.00 НОВОСТИ 6.50 «СЛУЖБА СПАСЕНИЯ» 7.00 «УТРЕННИЙ ЭКСПРЕСС» 9.30 «СТЕНД» 9.45 «СЛУЖБА СПАСЕНИЯ» 9.55 Х/Ф «БАТАЛЬОНЫ ПРО- СЯТ ОГНЯ», 1-4 СЕРИИ 15.30 МУЛЬТФИЛЬМЫ 17.40 «МЕЛЬНИЦА» 18.10 ДОКАЗАТЕЛЬСТВА ВИНЫ 19.00 НОВОСТИ 19.30 ДОКАЗАТЕЛЬСТВА ВИНЫ 20.25 «СЛУЖБА СПАСЕНИЯ» 20.30 НОВОСТИ 21.00 Х/Ф «НЕВИДИМЫЙ» 23.00 НОВОСТИ 23.30 «СТЕНД» 23.50 «СЛУЖБА СПАСЕНИЯ» 00.00 «СТРОИМ ВМЕСТЕ» 00.30 Х/Ф «ПРЕДЧУВСТВИЕ» 02.10 НОВОСТИ 02.40 «СТЕНД» 02.55 МУЗ. ПРОГРАММА [291,713,431,999]
channel-block [291,1736,456,2087]
channel-logo: 5 [807,668,972,707]
channel-column [635,1222,799,2258]
program-listing: 5.00 НОВОСТИ ТАУ 6.00 «ПАТРУЛЬНЫЙ УЧАСТОК» 6.30 «УТРОВЬ» 9.00, 10.00, 11.00, 12.00, 13.00, 14.00, 15.00, 16.00, 17.00, 18.00, 19.00 СО- БЫТИЯ. КАЖДЫЙ ЧАС 9.10 «ПОКУПАЯ, ПРОВЕРЯЙ!» 9.35 «ПАТРУЛЬНЫЙ УЧАСТОК» 10.20 «СОБЫТИЯ УРФО» 10.30 «ДЕЛО ПРИНЦИПА» 11.40, 00.55 «ВСЕ О ЖКХ. ИТОГИ» 12.30 «СОБЫТИЯ. АКЦЕНТ» 13.10 Д/Ф «РЕДКИЙ ВИД» 14.05 ДОКУМ. ФИЛЬМ 14.35 «РЕАЛЬНЫЙ БИЗНЕС» 15.05 «ПРЯМАЯ ЛИНИЯ. ТРУ- ДОВЫЕ ОТНОШЕНИЯ» 15.40 МУЛЬТФИЛЬМ 16.05, 22.00 Т/С «ОСТАНОВКА ПО ТРЕБОВАНИЮ» 17.10 «ГОРНЫЕ ВЕСТИ» 17.20 «СЕКРЕТЫ СТРОЙНОСТИ» 18.10 «ВСЕ О ЖКХ» 18.30, 03.30 «ПРЯМАЯ ЛИ- НИЯ. ЗДОРОВЬЕ» 19.15 ДОКУМ. ФИЛЬМ 19.45, 00.10 «РЕАЛЬНЫЙ БИЗНЕС» [1320,204,1473,548]
channel-column [978,168,1143,1166]
channel-column [120,168,285,1166]
channel-logo [1321,1222,1486,1249]
channel-logo [1149,1222,1314,1249]
channel-logo [1321,168,1486,196]
channel-block [807,1736,972,2087]
channel-logo: РЕН УРАЛ [464,668,628,707]
program-listing: 5.00 «ДОБРОЕ УТРО» 9.00, 12.00 НОВОСТИ 9.05 КОНТРОЛЬНАЯ ЗАКУПКА 9.50 «ЖИТЬ ЗДОРОВО!» 10.55 «МОДНЫЙ ПРИГОВОР» 12.20 Т/С «БАНДЫ» 13.25 «КРИМИНАЛЬНЫЕ ХРО- НИКИ» 14.00 ДРУГИЕ НОВОСТИ 14.20 «ПОНЯТЬ. ПРОСТИТЬ» 15.00, 18.00 НОВОСТИ 15.15 Т/С «ОБРУЧАЛЬНОЕ КОЛЬЦО» 16.10 «ПРАВО НА ЗАЩИТУ» 17.00 СРЕДА ОБИТАНИЯ 18.45 «ДАВАЙ ПОЖЕНИМСЯ!» 19.50 «ПУСТЬ ГОВОРЯТ» 21.00 «ВРЕМЯ» 21.30 Т/С «ОТРЫВ» 22.30 «БЕЛЛА АХМАДУЛИНА. «А НАПОСЛЕДОК Я СКАЖУ» 23.35 НОЧНЫЕ НОВОСТИ 23.55 «СЛЕДСТВИЕ ПО ТЕЛУ» 00.50 Х/Ф «ПОСЛЕДНЯЯ ПЕСНЯ» 02.50 Х/Ф «ПРИЗРАКИ» [120,204,259,514]
channel-column [807,168,972,1166]
